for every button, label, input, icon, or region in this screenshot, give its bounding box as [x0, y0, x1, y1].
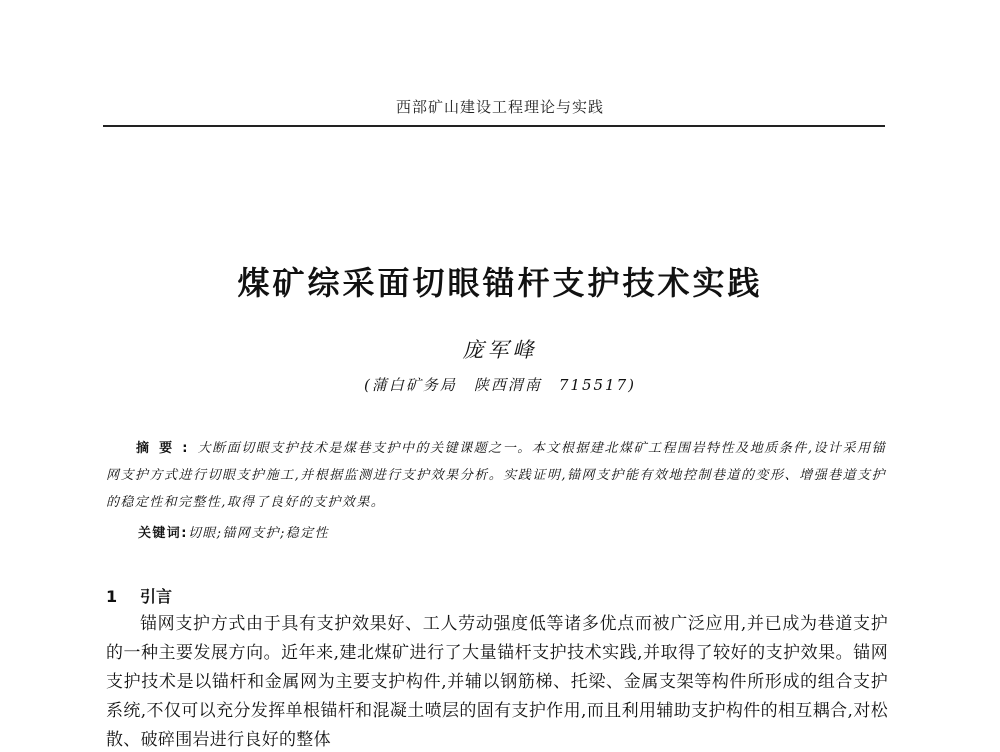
header-rule — [103, 125, 885, 127]
abstract — [106, 435, 886, 516]
keywords-text: 切眼;锚网支护;稳定性 — [187, 526, 329, 541]
abstract-label: 摘要: — [136, 441, 198, 456]
section-heading — [106, 584, 172, 607]
running-header: 西部矿山建设工程理论与实践 — [395, 98, 604, 116]
author-name: 庞军峰 — [462, 338, 538, 362]
paper-title: 煤矿综采面切眼锚杆支护技术实践 — [237, 264, 763, 302]
author-affiliation: (蒲白矿务局 陕西渭南 715517) — [364, 376, 636, 394]
keywords — [138, 522, 838, 541]
abstract-text: 大断面切眼支护技术是煤巷支护中的关键课题之一。本文根据建北煤矿工程围岩特性及地质条件,设计采用锚网支护方式进行切眼支护施工,并根据监测进行支护效果分析。实践证明,锚网支护能有效地控制巷道的变形、增强巷道支护的稳定性和完整性,取得了良好的支护效果。 — [106, 441, 886, 510]
body-paragraph: 锚网支护方式由于具有支护效果好、工人劳动强度低等诸多优点而被广泛应用,并已成为巷道支护的一种主要发展方向。近年来,建北煤矿进行了大量锚杆支护技术实践,并取得了较好的支护效果。锚网支护技术是以锚杆和金属网为主要支护构件,并辅以钢筋梯、托梁、金属支架等构件所形成的组合支护系统,不仅可以充分发挥单根锚杆和混凝土喷层的固有支护作用,而且利用辅助支护构件的相互耦合,对松散、破碎围岩进行良好的整体 — [106, 614, 888, 750]
section-title: 引言 — [140, 587, 173, 606]
section-number: 1 — [106, 587, 118, 606]
keywords-label: 关键词: — [138, 526, 188, 541]
